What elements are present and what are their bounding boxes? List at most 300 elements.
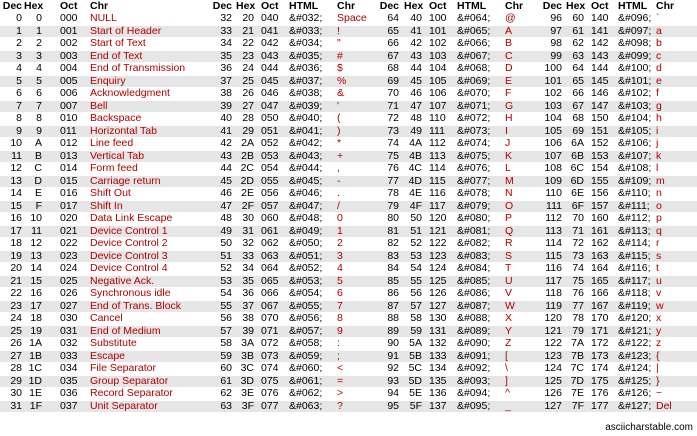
hex-value: 3F: [241, 399, 254, 412]
oct-value: 036: [60, 387, 78, 399]
dec-value: 44: [220, 162, 232, 174]
html-entity: &#119;: [618, 299, 651, 312]
hex-value: 61: [572, 24, 584, 37]
html-entity: &#102;: [618, 87, 652, 99]
char-value: *: [337, 137, 342, 149]
dec-value: 61: [220, 374, 232, 387]
hex-value: 4F: [409, 199, 422, 212]
html-entity: &#076;: [457, 162, 491, 174]
oct-value: 133: [429, 349, 447, 362]
oct-value: 014: [60, 162, 78, 174]
dec-value: 110: [545, 187, 562, 199]
char-value: ]: [505, 374, 508, 387]
oct-value: 100: [429, 12, 447, 24]
hex-value: 7A: [571, 337, 584, 349]
oct-value: 153: [591, 149, 609, 162]
hex-value: 26: [242, 87, 254, 99]
char-value: D: [505, 62, 513, 74]
dec-value: 102: [544, 87, 562, 99]
char-value: Vertical Tab: [90, 149, 145, 162]
hex-value: 5: [36, 74, 42, 87]
dec-value: 40: [220, 112, 232, 124]
hex-value: 43: [410, 49, 422, 62]
oct-value: 061: [261, 224, 279, 237]
oct-value: 065: [261, 274, 279, 287]
dec-value: 127: [544, 399, 562, 412]
oct-value: 147: [591, 99, 609, 112]
html-entity: &#107;: [618, 149, 652, 162]
oct-value: 040: [261, 12, 279, 24]
oct-value: 143: [591, 49, 609, 62]
dec-value: 15: [10, 199, 22, 212]
dec-value: 59: [220, 349, 232, 362]
dec-value: 109: [544, 174, 562, 187]
header-dec: Dec: [542, 0, 562, 12]
dec-value: 108: [544, 162, 562, 174]
dec-value: 80: [387, 212, 399, 224]
oct-value: 011: [60, 124, 77, 137]
html-entity: &#062;: [289, 387, 323, 399]
char-value: Line feed: [90, 137, 134, 149]
dec-value: 76: [387, 162, 399, 174]
oct-value: 177: [591, 399, 609, 412]
table-row: [0, 301, 697, 313]
char-value: N: [505, 187, 513, 199]
dec-value: 81: [387, 224, 399, 237]
dec-value: 77: [387, 174, 399, 187]
hex-value: 16: [30, 287, 42, 299]
html-entity: &#067;: [457, 49, 491, 62]
oct-value: 130: [429, 312, 447, 324]
table-row: [0, 51, 697, 63]
char-value: %: [337, 74, 347, 87]
dec-value: 119: [545, 299, 562, 312]
html-entity: &#059;: [289, 349, 323, 362]
hex-value: 25: [242, 74, 254, 87]
hex-value: 57: [410, 299, 422, 312]
char-value: Synchronous idle: [90, 287, 171, 299]
hex-value: 66: [572, 87, 584, 99]
hex-value: 38: [242, 312, 254, 324]
html-entity: &#104;: [618, 112, 652, 124]
hex-value: 5C: [408, 362, 422, 374]
char-value: R: [505, 237, 513, 249]
hex-value: 7C: [570, 362, 584, 374]
dec-value: 52: [220, 262, 232, 274]
dec-value: 65: [387, 24, 399, 37]
oct-value: 007: [60, 99, 78, 112]
char-value: h: [656, 112, 662, 124]
table-row: [0, 388, 697, 400]
dec-value: 48: [220, 212, 232, 224]
char-value: g: [656, 99, 662, 112]
hex-value: 67: [572, 99, 584, 112]
char-value: Y: [505, 324, 513, 337]
dec-value: 9: [16, 124, 22, 137]
html-entity: &#044;: [289, 162, 323, 174]
oct-value: 115: [429, 174, 446, 187]
hex-value: 71: [572, 224, 584, 237]
hex-value: 48: [410, 112, 422, 124]
dec-value: 106: [544, 137, 562, 149]
char-value: Start of Header: [90, 24, 162, 37]
char-value: 7: [337, 299, 343, 312]
header-html: HTML: [289, 0, 319, 12]
dec-value: 2: [16, 37, 22, 49]
hex-value: 7B: [571, 349, 584, 362]
oct-value: 155: [591, 174, 609, 187]
oct-value: 026: [60, 287, 78, 299]
html-entity: &#097;: [618, 24, 652, 37]
char-value: `: [656, 12, 660, 24]
table-row: [0, 326, 697, 338]
char-value: Device Control 3: [90, 249, 168, 262]
hex-value: D: [34, 174, 42, 187]
dec-value: 87: [387, 299, 399, 312]
table-row: [0, 376, 697, 388]
oct-value: 170: [591, 312, 609, 324]
html-entity: &#042;: [289, 137, 323, 149]
char-value: $: [337, 62, 343, 74]
html-entity: &#100;: [618, 62, 652, 74]
dec-value: 14: [10, 187, 22, 199]
header-row: [0, 0, 697, 12]
dec-value: 116: [545, 262, 562, 274]
html-entity: &#065;: [457, 24, 491, 37]
dec-value: 94: [387, 387, 399, 399]
dec-value: 51: [220, 249, 232, 262]
dec-value: 29: [10, 374, 22, 387]
char-value: r: [656, 237, 660, 249]
hex-value: 46: [410, 87, 422, 99]
html-entity: &#083;: [457, 249, 491, 262]
oct-value: 073: [261, 349, 279, 362]
oct-value: 075: [261, 374, 279, 387]
html-entity: &#037;: [289, 74, 323, 87]
char-value: 8: [337, 312, 343, 324]
char-value: Group Separator: [90, 374, 169, 387]
char-value: (: [337, 112, 341, 124]
hex-value: 6: [36, 87, 42, 99]
dec-value: 92: [387, 362, 399, 374]
hex-value: 6B: [571, 149, 584, 162]
table-row: [0, 363, 697, 375]
hex-value: 58: [410, 312, 422, 324]
char-value: t: [656, 262, 659, 274]
char-value: n: [656, 187, 662, 199]
table-row: [0, 401, 697, 413]
hex-value: 59: [410, 324, 422, 337]
char-value: Del: [656, 399, 672, 412]
html-entity: &#036;: [289, 62, 323, 74]
html-entity: &#109;: [618, 174, 652, 187]
hex-value: 5E: [409, 387, 422, 399]
char-value: u: [656, 274, 662, 287]
hex-value: 78: [572, 312, 584, 324]
dec-value: 55: [220, 299, 232, 312]
char-value: 9: [337, 324, 343, 337]
hex-value: 53: [410, 249, 422, 262]
char-value: Acknowledgment: [90, 87, 170, 99]
dec-value: 83: [387, 249, 399, 262]
html-entity: &#043;: [289, 149, 323, 162]
html-entity: &#048;: [289, 212, 323, 224]
hex-value: 56: [410, 287, 422, 299]
hex-value: A: [34, 137, 42, 149]
char-value: :: [337, 337, 340, 349]
hex-value: 1F: [29, 399, 42, 412]
char-value: |: [656, 362, 659, 374]
oct-value: 034: [60, 362, 78, 374]
table-row: [0, 138, 697, 150]
dec-value: 57: [220, 324, 232, 337]
oct-value: 141: [591, 24, 609, 37]
hex-value: 6E: [571, 187, 584, 199]
dec-value: 16: [10, 212, 22, 224]
oct-value: 176: [591, 387, 609, 399]
oct-value: 046: [261, 87, 279, 99]
table-row: [0, 13, 697, 25]
html-entity: &#032;: [289, 12, 323, 24]
dec-value: 53: [220, 274, 232, 287]
char-value: a: [656, 24, 662, 37]
dec-value: 28: [10, 362, 22, 374]
char-value: o: [656, 199, 662, 212]
hex-value: 7E: [571, 387, 584, 399]
dec-value: 104: [544, 112, 562, 124]
oct-value: 114: [429, 162, 446, 174]
html-entity: &#057;: [289, 324, 323, 337]
dec-value: 58: [220, 337, 232, 349]
oct-value: 167: [591, 299, 609, 312]
hex-value: 4E: [409, 187, 422, 199]
hex-value: 5F: [409, 399, 422, 412]
hex-value: 24: [242, 62, 254, 74]
oct-value: 001: [60, 24, 78, 37]
oct-value: 043: [261, 49, 279, 62]
hex-value: 1A: [29, 337, 42, 349]
header-oct: Oct: [591, 0, 609, 12]
char-value: Carriage return: [90, 174, 161, 187]
char-value: ": [337, 37, 341, 49]
dec-value: 36: [220, 62, 232, 74]
table-row: [0, 201, 697, 213]
header-html: HTML: [457, 0, 487, 12]
oct-value: 037: [60, 399, 78, 412]
html-entity: &#040;: [289, 112, 323, 124]
hex-value: 33: [242, 249, 254, 262]
html-entity: &#054;: [289, 287, 323, 299]
hex-value: 69: [572, 124, 584, 137]
char-value: 3: [337, 249, 343, 262]
oct-value: 107: [429, 99, 447, 112]
hex-value: 60: [572, 12, 584, 24]
oct-value: 000: [60, 12, 78, 24]
hex-value: 1C: [28, 362, 42, 374]
dec-value: 11: [11, 149, 22, 162]
dec-value: 17: [10, 224, 22, 237]
hex-value: 21: [242, 24, 254, 37]
char-value: p: [656, 212, 662, 224]
hex-value: 50: [410, 212, 422, 224]
html-entity: &#093;: [457, 374, 491, 387]
hex-value: 2D: [240, 174, 254, 187]
oct-value: 124: [429, 262, 447, 274]
char-value: +: [337, 149, 344, 162]
header-chr: Chr: [505, 0, 524, 12]
dec-value: 54: [220, 287, 232, 299]
oct-value: 062: [261, 237, 279, 249]
html-entity: &#078;: [457, 187, 491, 199]
char-value: Unit Separator: [90, 399, 158, 412]
hex-value: 63: [572, 49, 584, 62]
hex-value: 7D: [570, 374, 584, 387]
char-value: File Separator: [90, 362, 156, 374]
html-entity: &#071;: [457, 99, 491, 112]
hex-value: 73: [572, 249, 584, 262]
hex-value: 62: [572, 37, 584, 49]
char-value: >: [337, 387, 344, 399]
char-value: W: [505, 299, 515, 312]
hex-value: 9: [36, 124, 42, 137]
dec-value: 0: [16, 12, 22, 24]
char-value: ~: [656, 387, 663, 399]
table-row: [0, 101, 697, 113]
hex-value: 6D: [570, 174, 584, 187]
oct-value: 052: [261, 137, 279, 149]
dec-value: 37: [220, 74, 232, 87]
oct-value: 127: [429, 299, 447, 312]
oct-value: 006: [60, 87, 78, 99]
hex-value: 1E: [29, 387, 42, 399]
char-value: Device Control 2: [90, 237, 168, 249]
html-entity: &#108;: [618, 162, 652, 174]
header-chr: Chr: [337, 0, 356, 12]
html-entity: &#047;: [289, 199, 323, 212]
dec-value: 75: [387, 149, 399, 162]
oct-value: 160: [591, 212, 609, 224]
html-entity: &#095;: [457, 399, 491, 412]
dec-value: 41: [220, 124, 232, 137]
hex-value: 40: [410, 12, 422, 24]
char-value: Device Control 1: [90, 224, 168, 237]
dec-value: 113: [545, 224, 562, 237]
html-entity: &#106;: [618, 137, 652, 149]
dec-value: 39: [220, 99, 232, 112]
dec-value: 49: [220, 224, 232, 237]
char-value: Enquiry: [90, 74, 126, 87]
dec-value: 8: [16, 112, 22, 124]
hex-value: E: [34, 187, 42, 199]
oct-value: 013: [60, 149, 78, 162]
dec-value: 88: [387, 312, 399, 324]
char-value: s: [656, 249, 662, 262]
html-entity: &#121;: [618, 324, 652, 337]
dec-value: 20: [10, 262, 22, 274]
oct-value: 055: [261, 174, 279, 187]
hex-value: 27: [242, 99, 254, 112]
html-entity: &#118;: [618, 287, 651, 299]
dec-value: 99: [550, 49, 562, 62]
header-hex: Hex: [24, 0, 44, 12]
char-value: X: [505, 312, 513, 324]
char-value: l: [656, 162, 659, 174]
oct-value: 057: [261, 199, 279, 212]
oct-value: 063: [261, 249, 279, 262]
dec-value: 24: [10, 312, 22, 324]
char-value: ): [337, 124, 341, 137]
dec-value: 114: [545, 237, 562, 249]
oct-value: 101: [429, 24, 447, 37]
oct-value: 166: [591, 287, 609, 299]
oct-value: 102: [429, 37, 447, 49]
char-value: O: [505, 199, 514, 212]
char-value: C: [505, 49, 513, 62]
dec-value: 112: [545, 212, 562, 224]
char-value: End of Transmission: [90, 62, 186, 74]
char-value: M: [505, 174, 514, 187]
dec-value: 74: [387, 137, 399, 149]
char-value: x: [656, 312, 662, 324]
oct-value: 106: [429, 87, 447, 99]
hex-value: C: [34, 162, 42, 174]
html-entity: &#068;: [457, 62, 491, 74]
hex-value: 74: [572, 262, 584, 274]
html-entity: &#080;: [457, 212, 491, 224]
oct-value: 111: [429, 124, 445, 137]
dec-value: 30: [10, 387, 22, 399]
oct-value: 047: [261, 99, 279, 112]
oct-value: 032: [60, 337, 78, 349]
dec-value: 5: [16, 74, 22, 87]
char-value: y: [656, 324, 662, 337]
oct-value: 152: [591, 137, 609, 149]
html-entity: &#072;: [457, 112, 491, 124]
oct-value: 131: [429, 324, 447, 337]
dec-value: 90: [387, 337, 399, 349]
oct-value: 161: [591, 224, 609, 237]
oct-value: 154: [591, 162, 609, 174]
char-value: I: [505, 124, 508, 137]
dec-value: 100: [544, 62, 562, 74]
oct-value: 015: [60, 174, 78, 187]
table-row: [0, 251, 697, 263]
table-row: [0, 176, 697, 188]
oct-value: 162: [591, 237, 609, 249]
hex-value: 1D: [28, 374, 42, 387]
oct-value: 142: [591, 37, 609, 49]
hex-value: 22: [242, 37, 254, 49]
char-value: Escape: [90, 349, 126, 362]
html-entity: &#115;: [618, 249, 651, 262]
dec-value: 10: [10, 137, 22, 149]
oct-value: 012: [60, 137, 78, 149]
html-entity: &#033;: [289, 24, 323, 37]
char-value: v: [656, 287, 662, 299]
dec-value: 66: [387, 37, 399, 49]
oct-value: 027: [60, 299, 78, 312]
oct-value: 023: [60, 249, 78, 262]
dec-value: 89: [387, 324, 399, 337]
char-value: ': [337, 99, 340, 112]
table-row: [0, 351, 697, 363]
html-entity: &#088;: [457, 312, 491, 324]
hex-value: 18: [30, 312, 42, 324]
html-entity: &#112;: [618, 212, 651, 224]
oct-value: 110: [429, 112, 446, 124]
hex-value: 54: [410, 262, 422, 274]
hex-value: 55: [410, 274, 422, 287]
